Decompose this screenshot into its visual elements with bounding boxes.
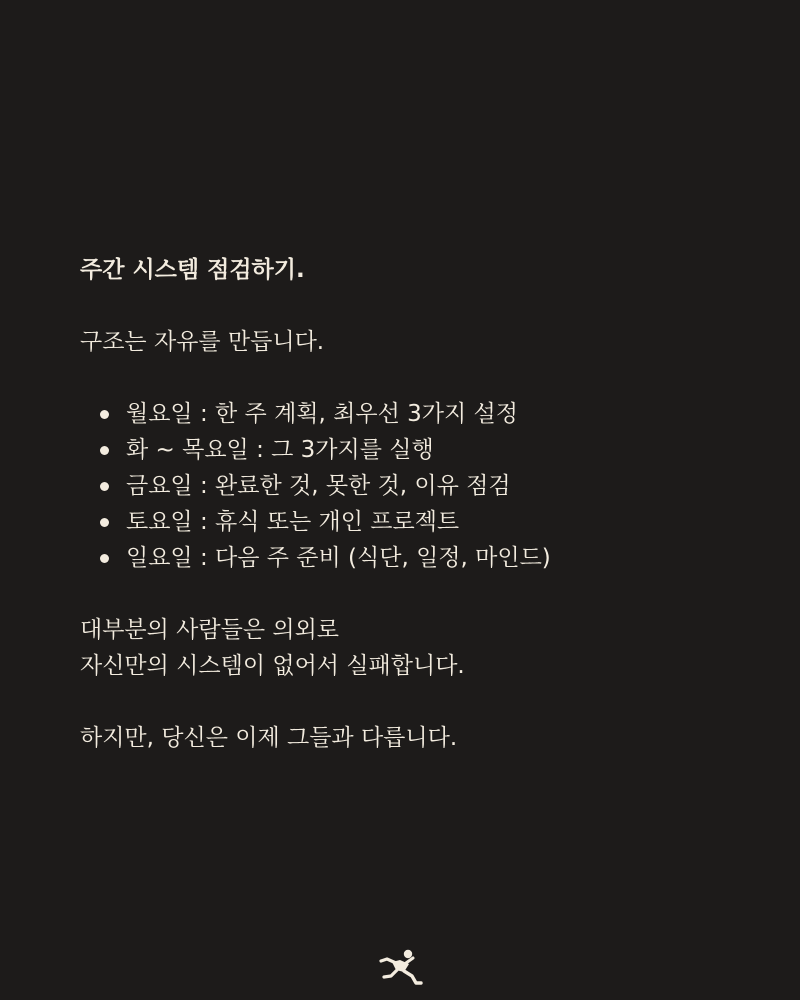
schedule-friday: 금요일 : 완료한 것, 못한 것, 이유 점검 — [126, 473, 511, 499]
post-title: 주간 시스템 점검하기. — [80, 257, 305, 283]
bullet-icon — [100, 518, 109, 527]
closing-text: 하지만, 당신은 이제 그들과 다릅니다. — [80, 725, 458, 751]
bullet-icon — [100, 446, 109, 455]
schedule-saturday: 토요일 : 휴식 또는 개인 프로젝트 — [126, 509, 460, 535]
list-item — [100, 396, 740, 432]
running-figure-icon — [376, 946, 424, 986]
failure-line: 자신만의 시스템이 없어서 실패합니다. — [80, 653, 465, 679]
list-item — [100, 468, 740, 504]
schedule-sunday: 일요일 : 다음 주 준비 (식단, 일정, 마인드) — [126, 545, 551, 571]
schedule-tue-thu: 화 ~ 목요일 : 그 3가지를 실행 — [126, 437, 434, 463]
bullet-icon — [100, 554, 109, 563]
failure-line: 대부분의 사람들은 의외로 — [80, 617, 340, 643]
schedule-monday: 월요일 : 한 주 계획, 최우선 3가지 설정 — [126, 401, 518, 427]
list-item — [100, 540, 740, 576]
list-item — [100, 432, 740, 468]
bullet-icon — [100, 482, 109, 491]
post-content — [80, 252, 740, 756]
list-item — [100, 504, 740, 540]
intro-text: 구조는 자유를 만듭니다. — [80, 329, 325, 355]
weekly-schedule-list — [80, 396, 740, 576]
bullet-icon — [100, 410, 109, 419]
failure-text — [80, 612, 740, 684]
